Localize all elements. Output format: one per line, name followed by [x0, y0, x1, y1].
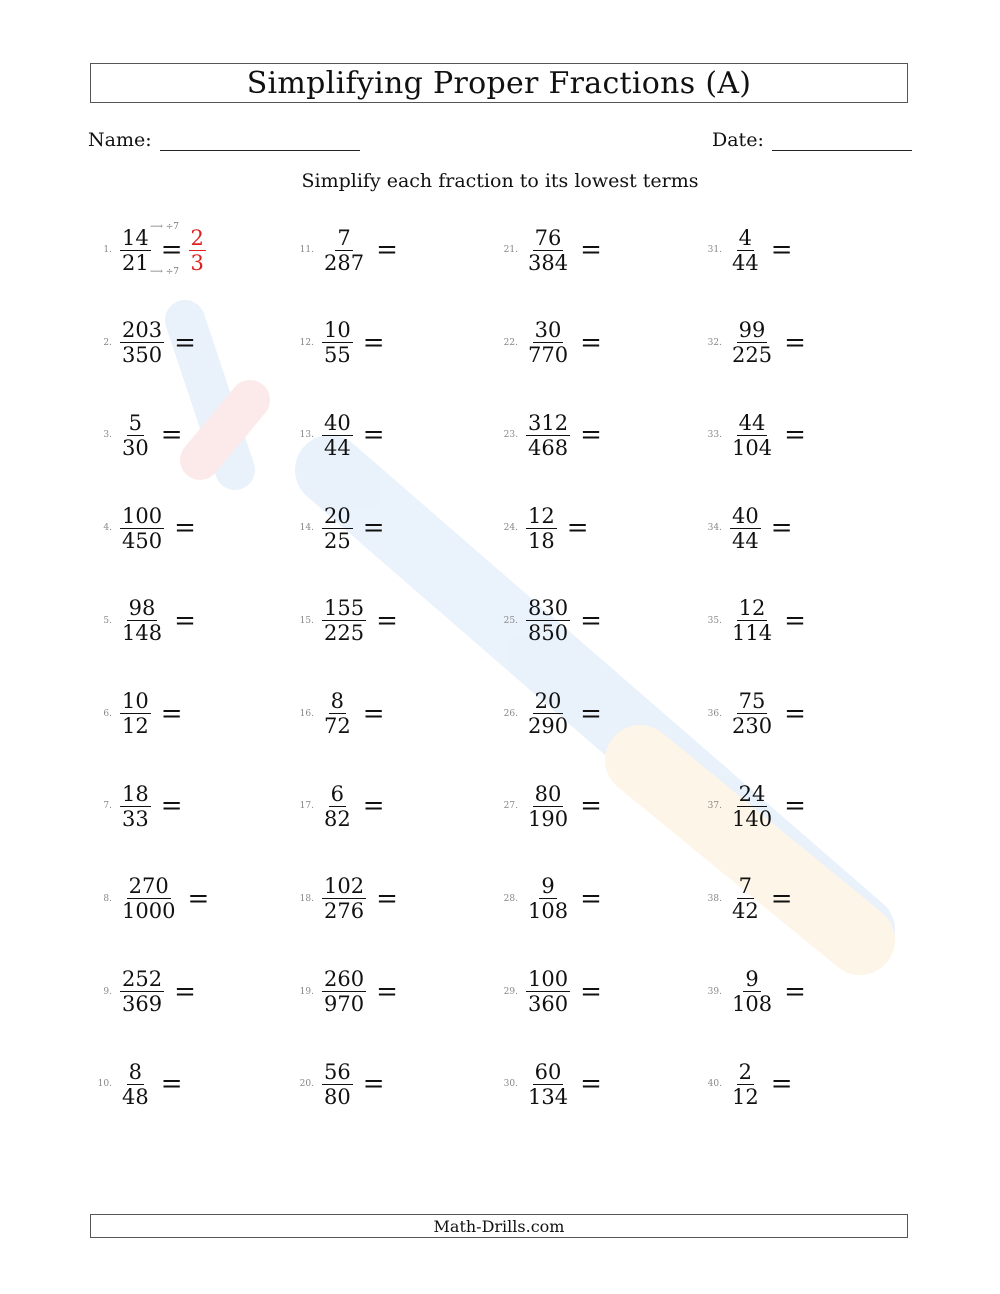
denominator: 82 — [324, 806, 351, 831]
problem-number: 17. — [299, 801, 314, 812]
denominator: 230 — [732, 714, 773, 738]
equals-sign: = — [566, 513, 589, 544]
fraction — [524, 875, 572, 922]
equals-sign: = — [770, 883, 793, 914]
equals-sign: = — [784, 698, 806, 729]
equals-sign: = — [160, 791, 183, 822]
problem-number: 25. — [503, 615, 518, 626]
denominator: 114 — [732, 621, 773, 646]
denominator: 44 — [732, 250, 759, 275]
problem-item — [496, 1054, 602, 1114]
footer: Math-Drills.com — [90, 1214, 908, 1238]
fraction — [728, 597, 776, 644]
name-label: Name: — [88, 129, 152, 151]
equals-sign: = — [580, 883, 602, 914]
equals-sign: = — [376, 883, 398, 914]
fraction — [728, 875, 763, 922]
problem-item — [292, 962, 398, 1022]
fraction — [118, 968, 166, 1015]
numerator: 270 — [128, 874, 169, 899]
equals-sign: = — [580, 235, 602, 265]
answer-fraction — [187, 227, 208, 274]
problem-number: 29. — [503, 986, 518, 997]
problem-number: 26. — [503, 708, 518, 719]
equals-sign: = — [580, 791, 602, 822]
numerator: 312 — [528, 410, 569, 435]
numerator: 12 — [528, 503, 555, 528]
equals-sign: = — [160, 420, 183, 451]
problem-item — [292, 869, 398, 929]
numerator: 44 — [738, 410, 766, 435]
fraction — [320, 412, 355, 459]
problem-number: 5. — [103, 615, 112, 626]
problem-number: 38. — [707, 893, 722, 904]
equals-sign: = — [187, 883, 210, 914]
fraction — [524, 412, 572, 459]
equals-sign: = — [784, 605, 806, 636]
denominator: 770 — [528, 343, 569, 368]
denominator: 134 — [528, 1084, 569, 1109]
fraction — [320, 875, 368, 922]
numerator: 2 — [190, 225, 204, 250]
denominator: 450 — [122, 528, 163, 553]
problem-item — [90, 962, 196, 1022]
problem-item — [90, 684, 183, 744]
problem-number: 19. — [299, 986, 314, 997]
equals-sign: = — [580, 605, 602, 636]
problem-number: 23. — [503, 430, 518, 441]
denominator: 970 — [324, 992, 365, 1017]
numerator: 102 — [324, 874, 365, 899]
equals-sign: = — [784, 327, 806, 358]
divide-numerator-note: ⟶ ÷7 — [150, 222, 180, 232]
denominator: 21 — [122, 250, 149, 275]
fraction — [728, 783, 776, 830]
problem-number: 24. — [503, 523, 518, 534]
fraction — [524, 690, 572, 737]
problem-item — [496, 684, 602, 744]
divide-denominator-note: ⟶ ÷7 — [150, 267, 180, 277]
problem-item — [90, 405, 183, 465]
equals-sign: = — [362, 1069, 385, 1100]
numerator: 75 — [738, 689, 766, 713]
problem-number: 39. — [707, 986, 722, 997]
fraction — [524, 227, 572, 274]
numerator: 260 — [324, 967, 365, 992]
problem-item — [700, 313, 806, 373]
problem-number: 12. — [299, 337, 314, 348]
problem-number: 10. — [97, 1079, 112, 1090]
equals-sign: = — [362, 791, 385, 822]
numerator: 2 — [738, 1059, 753, 1084]
problem-number: 13. — [299, 430, 314, 441]
problem-number: 20. — [299, 1079, 314, 1090]
problem-number: 18. — [299, 893, 314, 904]
equals-sign: = — [580, 976, 602, 1007]
problem-item — [292, 684, 385, 744]
denominator: 30 — [122, 435, 149, 460]
fraction — [320, 227, 368, 274]
numerator: 76 — [534, 225, 562, 250]
numerator: 203 — [122, 318, 163, 343]
denominator: 108 — [528, 899, 569, 924]
problem-number: 37. — [707, 801, 722, 812]
problem-item — [292, 313, 385, 373]
fraction — [118, 597, 166, 644]
problem-number: 4. — [103, 523, 112, 534]
equals-sign: = — [580, 698, 602, 729]
denominator: 384 — [528, 250, 569, 275]
numerator: 155 — [324, 596, 365, 621]
fraction — [728, 1061, 763, 1108]
problem-number: 36. — [707, 708, 722, 719]
equals-sign: = — [580, 420, 602, 451]
fraction — [524, 505, 559, 552]
denominator: 468 — [528, 435, 569, 460]
fraction — [728, 690, 776, 737]
problem-item — [292, 220, 398, 280]
fraction — [118, 227, 153, 274]
problem-number: 15. — [299, 615, 314, 626]
equals-sign: = — [362, 327, 385, 358]
numerator: 252 — [122, 967, 163, 992]
equals-sign: = — [770, 235, 793, 265]
problem-number: 7. — [103, 801, 112, 812]
problem-number: 31. — [707, 245, 722, 255]
numerator: 98 — [128, 596, 156, 621]
fraction — [118, 875, 179, 922]
equals-sign: = — [770, 1069, 793, 1100]
fraction — [524, 968, 572, 1015]
denominator: 44 — [324, 435, 351, 460]
denominator: 18 — [528, 528, 555, 553]
denominator: 55 — [324, 343, 351, 368]
problem-number: 8. — [103, 893, 112, 904]
fraction — [118, 412, 153, 459]
equals-sign: = — [784, 976, 806, 1007]
numerator: 56 — [324, 1059, 351, 1084]
denominator: 360 — [528, 992, 569, 1017]
problem-number: 40. — [707, 1079, 722, 1090]
denominator: 108 — [732, 992, 773, 1017]
fraction — [320, 783, 355, 830]
problem-item — [496, 405, 602, 465]
fraction — [320, 597, 368, 644]
denominator: 225 — [732, 343, 773, 368]
problem-number: 6. — [103, 708, 112, 719]
numerator: 5 — [128, 410, 143, 435]
problem-item — [700, 498, 793, 558]
problem-item — [496, 962, 602, 1022]
problem-item — [90, 1054, 183, 1114]
denominator: 48 — [122, 1084, 149, 1109]
equals-sign: = — [376, 235, 398, 265]
fraction — [524, 319, 572, 366]
numerator: 6 — [330, 781, 345, 806]
numerator: 8 — [330, 689, 345, 713]
problem-number: 9. — [103, 986, 112, 997]
problem-number: 1. — [103, 245, 112, 255]
equals-sign: = — [362, 513, 385, 544]
equals-sign: = — [174, 976, 196, 1007]
denominator: 350 — [122, 343, 163, 368]
numerator: 40 — [324, 410, 351, 435]
problem-item — [292, 498, 385, 558]
problem-number: 30. — [503, 1079, 518, 1090]
fraction — [320, 505, 355, 552]
fraction — [320, 968, 368, 1015]
problem-number: 32. — [707, 337, 722, 348]
fraction — [320, 690, 355, 737]
fraction — [320, 1061, 355, 1108]
numerator: 10 — [122, 689, 149, 713]
fraction — [118, 690, 153, 737]
numerator: 7 — [337, 225, 351, 250]
denominator: 33 — [122, 806, 149, 831]
problem-number: 21. — [503, 245, 518, 255]
equals-sign: = — [376, 976, 398, 1007]
fraction — [118, 1061, 153, 1108]
denominator: 42 — [732, 899, 759, 924]
problem-number: 34. — [707, 523, 722, 534]
problem-item — [700, 776, 806, 836]
date-label: Date: — [712, 129, 764, 151]
problem-item — [496, 220, 602, 280]
problem-item — [700, 220, 793, 280]
numerator: 4 — [738, 225, 753, 250]
problem-number: 33. — [707, 430, 722, 441]
worksheet-title: Simplifying Proper Fractions (A) — [90, 63, 908, 103]
fraction — [118, 319, 166, 366]
problem-item — [292, 405, 385, 465]
equals-sign: = — [160, 698, 183, 729]
numerator: 18 — [122, 781, 149, 806]
denominator: 190 — [528, 806, 569, 831]
fraction — [728, 412, 776, 459]
denominator: 72 — [324, 714, 351, 738]
fraction — [728, 968, 776, 1015]
problem-item — [90, 498, 196, 558]
numerator: 9 — [541, 874, 555, 899]
problem-item — [700, 869, 793, 929]
numerator: 40 — [732, 503, 759, 528]
equals-sign: = — [784, 420, 806, 451]
equals-sign: = — [376, 605, 398, 636]
denominator: 104 — [732, 435, 773, 460]
numerator: 20 — [534, 689, 562, 713]
problem-item — [700, 684, 806, 744]
equals-sign: = — [362, 698, 385, 729]
equals-sign: = — [580, 327, 602, 358]
problem-item — [700, 591, 806, 651]
problem-item — [292, 591, 398, 651]
denominator: 148 — [122, 621, 163, 646]
equals-sign: = — [770, 513, 793, 544]
denominator: 290 — [528, 714, 569, 738]
problem-item — [700, 405, 806, 465]
problem-number: 14. — [299, 523, 314, 534]
problem-number: 11. — [299, 245, 314, 255]
problem-number: 2. — [103, 337, 112, 348]
equals-sign: = — [174, 327, 196, 358]
denominator: 287 — [324, 250, 365, 275]
denominator: 44 — [732, 528, 759, 553]
numerator: 99 — [738, 318, 766, 343]
problem-number: 28. — [503, 893, 518, 904]
denominator: 140 — [732, 806, 773, 831]
fraction — [118, 783, 153, 830]
numerator: 7 — [738, 874, 753, 899]
problem-item — [90, 776, 183, 836]
problem-item — [292, 776, 385, 836]
numerator: 9 — [745, 967, 759, 992]
fraction — [320, 319, 355, 366]
numerator: 830 — [528, 596, 569, 621]
problem-item — [700, 1054, 793, 1114]
instructions: Simplify each fraction to its lowest terms — [301, 170, 699, 192]
numerator: 80 — [534, 781, 562, 806]
problem-item — [700, 962, 806, 1022]
numerator: 10 — [324, 318, 351, 343]
problem-item — [496, 776, 602, 836]
problem-number: 27. — [503, 801, 518, 812]
denominator: 12 — [122, 714, 149, 738]
problem-number: 35. — [707, 615, 722, 626]
numerator: 12 — [738, 596, 766, 621]
numerator: 100 — [528, 967, 569, 992]
problem-item — [90, 869, 209, 929]
problem-number: 22. — [503, 337, 518, 348]
denominator: 80 — [324, 1084, 351, 1109]
numerator: 100 — [122, 503, 163, 528]
numerator: 20 — [324, 503, 351, 528]
fraction — [524, 597, 572, 644]
problem-item — [292, 1054, 385, 1114]
denominator: 1000 — [122, 899, 176, 924]
problem-item — [496, 591, 602, 651]
equals-sign: = — [174, 513, 196, 544]
problem-item — [90, 220, 208, 280]
problem-item — [496, 498, 589, 558]
denominator: 276 — [324, 899, 365, 924]
problem-item — [496, 313, 602, 373]
problem-item — [90, 591, 196, 651]
fraction — [728, 505, 763, 552]
numerator: 60 — [534, 1059, 562, 1084]
equals-sign: = — [160, 235, 183, 265]
equals-sign: = — [174, 605, 196, 636]
problem-number: 16. — [299, 708, 314, 719]
numerator: 30 — [534, 318, 562, 343]
problem-number: 3. — [103, 430, 112, 441]
problem-item — [90, 313, 196, 373]
denominator: 225 — [324, 621, 365, 646]
fraction — [728, 319, 776, 366]
equals-sign: = — [784, 791, 806, 822]
numerator: 24 — [738, 781, 766, 806]
numerator: 14 — [122, 225, 149, 250]
equals-sign: = — [160, 1069, 183, 1100]
denominator: 369 — [122, 992, 163, 1017]
denominator: 850 — [528, 621, 569, 646]
denominator: 12 — [732, 1084, 759, 1109]
fraction — [524, 1061, 572, 1108]
denominator: 25 — [324, 528, 351, 553]
fraction — [118, 505, 166, 552]
denominator: 3 — [190, 250, 204, 275]
numerator: 8 — [128, 1059, 143, 1084]
fraction — [524, 783, 572, 830]
fraction — [728, 227, 763, 274]
equals-sign: = — [580, 1069, 602, 1100]
equals-sign: = — [362, 420, 385, 451]
problem-item — [496, 869, 602, 929]
